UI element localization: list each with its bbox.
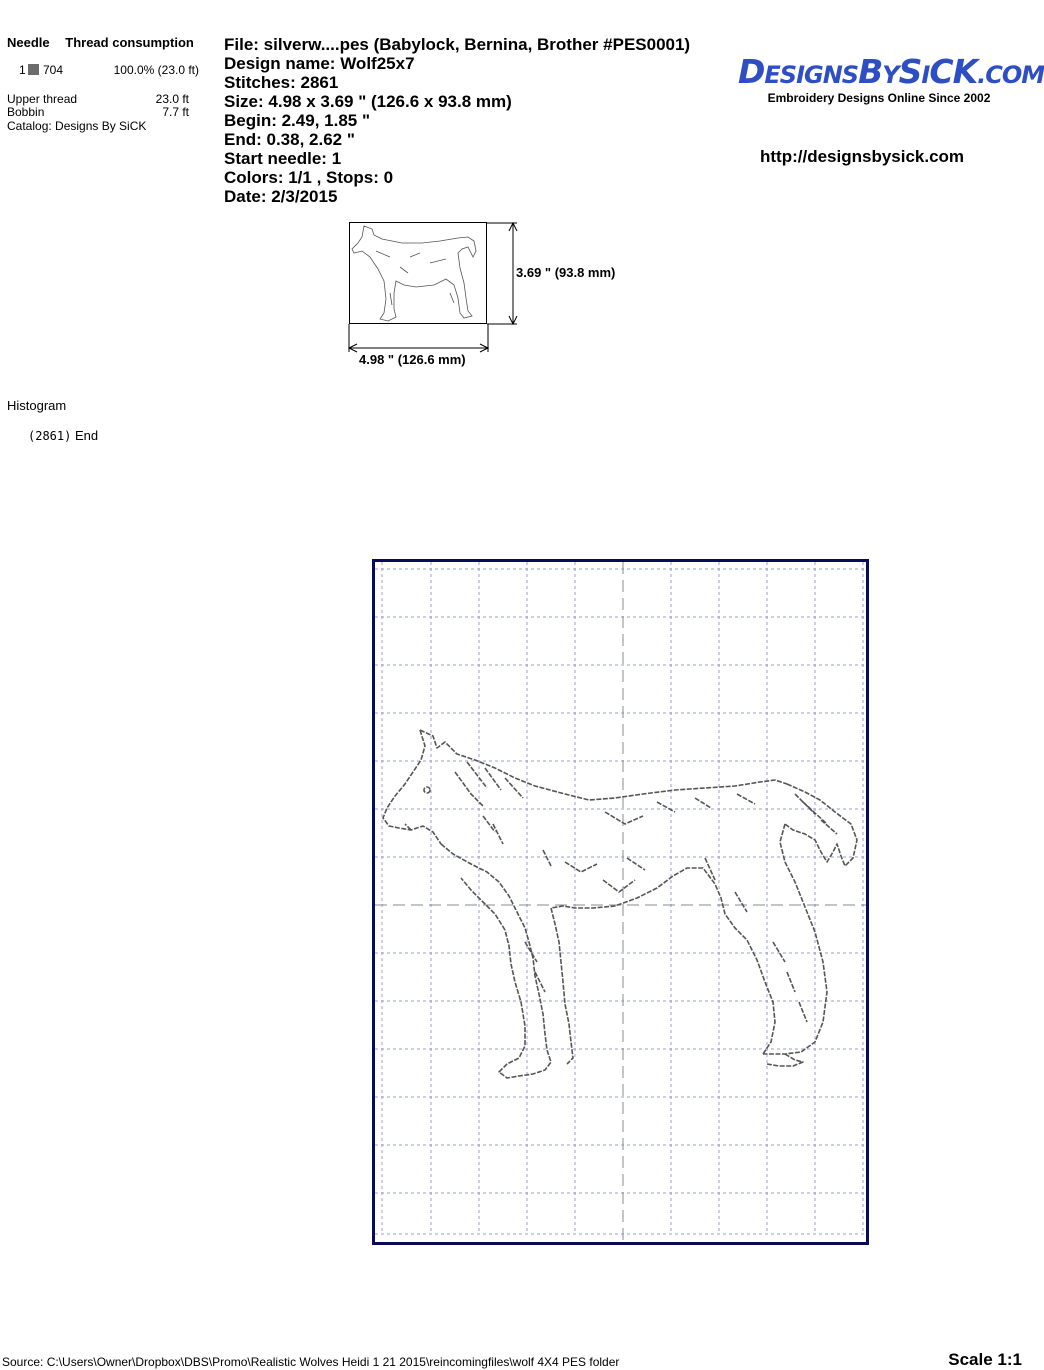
needle-number: 1 [19,63,26,77]
bobbin-label: Bobbin [7,105,45,119]
center-lines [375,562,866,1242]
thread-percent: 100.0% (23.0 ft) [113,63,199,77]
start-needle: Start needle: 1 [224,149,342,168]
hoop-grid-canvas [375,562,866,1242]
width-dimension-label: 4.98 " (126.6 mm) [359,352,466,367]
hoop-preview [372,559,869,1245]
thread-code: 704 [43,63,64,77]
needle-header: Needle [7,35,50,50]
logo-subtitle: Embroidery Designs Online Since 2002 [767,91,991,105]
thread-consumption-header: Thread consumption [65,35,194,50]
upper-thread-value: 23.0 ft [155,92,189,106]
thread-table-header [7,35,206,50]
bobbin-row [7,105,189,119]
design-info [224,35,690,206]
design-thumbnail [349,222,487,324]
upper-thread-label: Upper thread [7,92,78,106]
scale-label: Scale 1:1 [948,1350,1022,1369]
stitch-count: Stitches: 2861 [224,73,339,92]
end-point: End: 0.38, 2.62 " [224,130,355,149]
logo-title: DESIGNSBYSICK.COM [738,52,1044,91]
wolf-thumbnail-image [350,223,486,323]
thread-row [7,63,207,79]
histogram-end-label: End [74,428,99,443]
source-path: Source: C:\Users\Owner\Dropbox\DBS\Promo\Realistic Wolves Heidi 1 21 2015\reincomingfiles\wolf 4X4 PES folder [2,1355,620,1369]
wolf-embroidery-design [383,730,857,1078]
design-date: Date: 2/3/2015 [224,187,338,206]
catalog: Catalog: Designs By SiCK [7,119,147,133]
colors-stops: Colors: 1/1 , Stops: 0 [224,168,394,187]
width-dimension-line [348,324,490,354]
height-dimension-line [487,222,519,326]
begin-point: Begin: 2.49, 1.85 " [224,111,371,130]
website-url: http://designsbysick.com [760,147,965,166]
histogram-row [28,428,98,443]
designsbysick-logo [738,52,1044,105]
file-name: File: silverw....pes (Babylock, Bernina, Brother #PES0001) [224,35,691,54]
grid-lines [375,562,866,1234]
thread-color-swatch [28,64,39,75]
height-dimension-label: 3.69 " (93.8 mm) [516,265,616,280]
design-size: Size: 4.98 x 3.69 " (126.6 x 93.8 mm) [224,92,512,111]
histogram-count: (2861) [28,429,72,443]
upper-thread-row [7,92,189,106]
bobbin-value: 7.7 ft [162,105,189,119]
design-name: Design name: Wolf25x7 [224,54,415,73]
histogram-title: Histogram [7,398,67,413]
